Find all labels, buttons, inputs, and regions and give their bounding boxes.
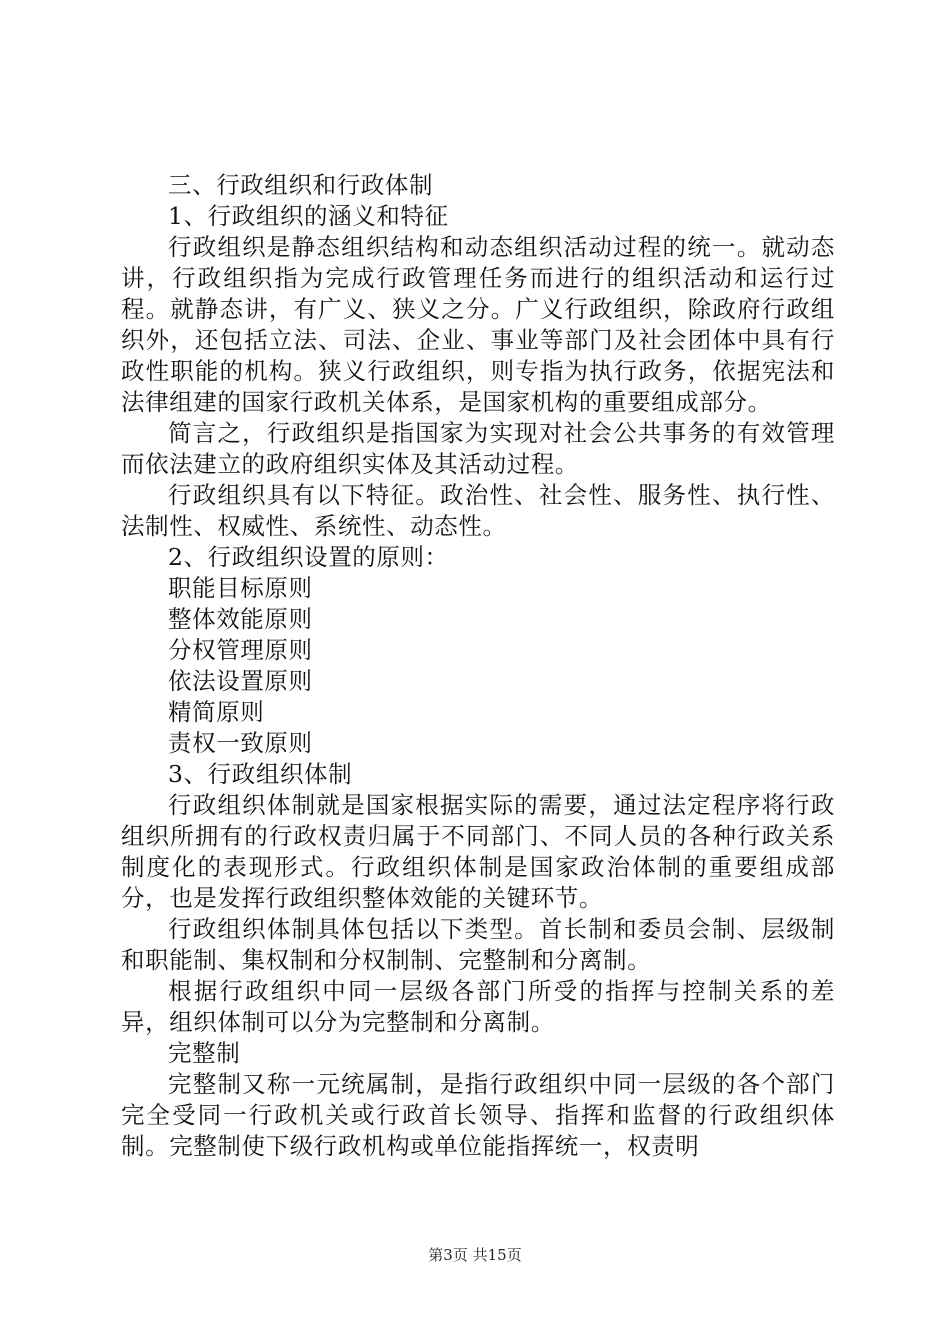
body-paragraph: 根据行政组织中同一层级各部门所受的指挥与控制关系的差异，组织体制可以分为完整制和分离制。	[121, 977, 835, 1036]
list-item: 职能目标原则	[168, 574, 313, 602]
list-item: 整体效能原则	[168, 605, 313, 633]
list-item: 精简原则	[168, 698, 265, 726]
body-paragraph: 简言之，行政组织是指国家为实现对社会公共事务的有效管理而依法建立的政府组织实体及其活动过程。	[121, 419, 835, 478]
subsection-heading: 2、行政组织设置的原则：	[168, 543, 449, 571]
list-item: 责权一致原则	[168, 729, 313, 757]
term-heading: 完整制	[168, 1039, 241, 1067]
page-number-footer: 第3页 共15页	[428, 1246, 522, 1264]
list-item: 分权管理原则	[168, 636, 313, 664]
body-paragraph: 行政组织体制就是国家根据实际的需要，通过法定程序将行政组织所拥有的行政权责归属于不同部门、不同人员的各种行政关系制度化的表现形式。行政组织体制是国家政治体制的重要组成部分，也是发挥行政组织整体效能的关键环节。	[121, 791, 835, 912]
body-paragraph: 完整制又称一元统属制，是指行政组织中同一层级的各个部门完全受同一行政机关或行政首长领导、指挥和监督的行政组织体制。完整制使下级行政机构或单位能指挥统一，权责明	[121, 1070, 835, 1160]
subsection-heading: 3、行政组织体制	[168, 760, 353, 788]
body-paragraph: 行政组织具有以下特征。政治性、社会性、服务性、执行性、法制性、权威性、系统性、动态性。	[121, 481, 835, 540]
body-paragraph: 行政组织是静态组织结构和动态组织活动过程的统一。就动态讲，行政组织指为完成行政管理任务而进行的组织活动和运行过程。就静态讲，有广义、狭义之分。广义行政组织，除政府行政组织外，还包括立法、司法、企业、事业等部门及社会团体中具有行政性职能的机构。狭义行政组织，则专指为执行政务，依据宪法和法律组建的国家行政机关体系，是国家机构的重要组成部分。	[121, 233, 835, 416]
section-heading: 三、行政组织和行政体制	[168, 171, 434, 199]
document-body	[121, 170, 835, 1162]
list-item: 依法设置原则	[168, 667, 313, 695]
body-paragraph: 行政组织体制具体包括以下类型。首长制和委员会制、层级制和职能制、集权制和分权制制、完整制和分离制。	[121, 915, 835, 974]
subsection-heading: 1、行政组织的涵义和特征	[168, 202, 449, 230]
